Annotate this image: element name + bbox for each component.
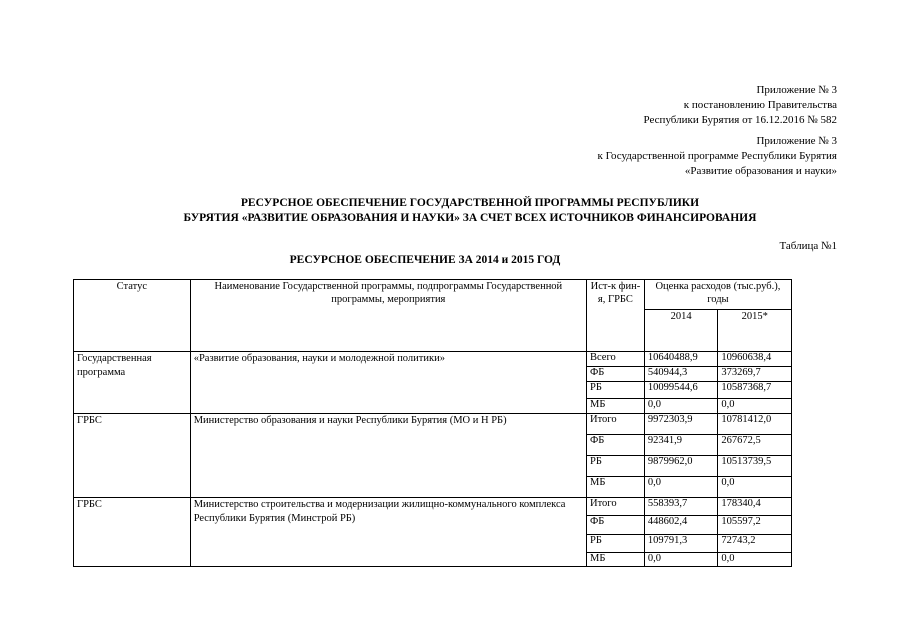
row-value-2014: 10099544,6 (644, 382, 718, 399)
row-value-2015: 72743,2 (718, 535, 792, 553)
row-value-2014: 92341,9 (644, 435, 718, 456)
row-source: МБ (587, 477, 645, 498)
row-source: РБ (587, 535, 645, 553)
row-status: Государственная программа (74, 352, 191, 414)
row-value-2015: 0,0 (718, 477, 792, 498)
row-name: Министерство строительства и модернизации жилищно-коммунального комплекса Республики Бурятия (Минстрой РБ) (190, 498, 586, 567)
resource-table (73, 279, 792, 567)
row-value-2014: 0,0 (644, 553, 718, 567)
row-value-2015: 0,0 (718, 553, 792, 567)
row-value-2014: 9972303,9 (644, 414, 718, 435)
header-estimate: Оценка расходов (тыс.руб.), годы (644, 280, 791, 310)
document-title-line: БУРЯТИЯ «РАЗВИТИЕ ОБРАЗОВАНИЯ И НАУКИ» ЗА СЧЕТ ВСЕХ ИСТОЧНИКОВ ФИНАНСИРОВАНИЯ (183, 212, 757, 224)
row-value-2015: 105597,2 (718, 516, 792, 535)
row-value-2014: 9879962,0 (644, 456, 718, 477)
row-source: МБ (587, 553, 645, 567)
appendix-decree-line: Республики Бурятия от 16.12.2016 № 582 (643, 114, 837, 126)
row-value-2014: 540944,3 (644, 367, 718, 382)
appendix-program-block (597, 134, 837, 179)
row-value-2015: 267672,5 (718, 435, 792, 456)
row-value-2015: 0,0 (718, 399, 792, 414)
table-number: Таблица №1 (779, 240, 837, 252)
document-title (120, 196, 820, 226)
document-title-line: РЕСУРСНОЕ ОБЕСПЕЧЕНИЕ ГОСУДАРСТВЕННОЙ ПРОГРАММЫ РЕСПУБЛИКИ (240, 197, 700, 209)
row-source: ФБ (587, 516, 645, 535)
appendix-program-line: «Развитие образования и науки» (684, 165, 837, 177)
row-source: ФБ (587, 435, 645, 456)
row-source: ФБ (587, 367, 645, 382)
appendix-decree-block (644, 83, 837, 128)
row-value-2014: 448602,4 (644, 516, 718, 535)
table-row (74, 352, 792, 367)
row-source: Итого (587, 414, 645, 435)
header-name: Наименование Государственной программы, подпрограммы Государственной программы, мероприятия (190, 280, 586, 352)
row-value-2014: 10640488,9 (644, 352, 718, 367)
row-value-2014: 558393,7 (644, 498, 718, 516)
row-value-2015: 10781412,0 (718, 414, 792, 435)
appendix-program-line: к Государственной программе Республики Бурятия (597, 150, 837, 162)
table-row (74, 414, 792, 435)
row-source: РБ (587, 382, 645, 399)
row-value-2014: 109791,3 (644, 535, 718, 553)
row-value-2015: 10960638,4 (718, 352, 792, 367)
row-name: Министерство образования и науки Республики Бурятия (МО и Н РБ) (190, 414, 586, 498)
appendix-decree-line: Приложение № 3 (756, 84, 837, 96)
header-status: Статус (74, 280, 191, 352)
row-source: Всего (587, 352, 645, 367)
table-row (74, 498, 792, 516)
row-value-2014: 0,0 (644, 399, 718, 414)
header-year-2015: 2015* (718, 310, 792, 352)
appendix-program-line: Приложение № 3 (756, 135, 837, 147)
row-status: ГРБС (74, 414, 191, 498)
row-source: МБ (587, 399, 645, 414)
table-subtitle: РЕСУРСНОЕ ОБЕСПЕЧЕНИЕ ЗА 2014 и 2015 ГОД (289, 254, 561, 266)
row-status: ГРБС (74, 498, 191, 567)
header-year-2014: 2014 (644, 310, 718, 352)
row-source: Итого (587, 498, 645, 516)
header-source: Ист-к фин-я, ГРБС (587, 280, 645, 352)
row-name: «Развитие образования, науки и молодежной политики» (190, 352, 586, 414)
row-value-2015: 373269,7 (718, 367, 792, 382)
row-value-2015: 178340,4 (718, 498, 792, 516)
row-value-2014: 0,0 (644, 477, 718, 498)
row-source: РБ (587, 456, 645, 477)
appendix-decree-line: к постановлению Правительства (683, 99, 837, 111)
row-value-2015: 10587368,7 (718, 382, 792, 399)
row-value-2015: 10513739,5 (718, 456, 792, 477)
